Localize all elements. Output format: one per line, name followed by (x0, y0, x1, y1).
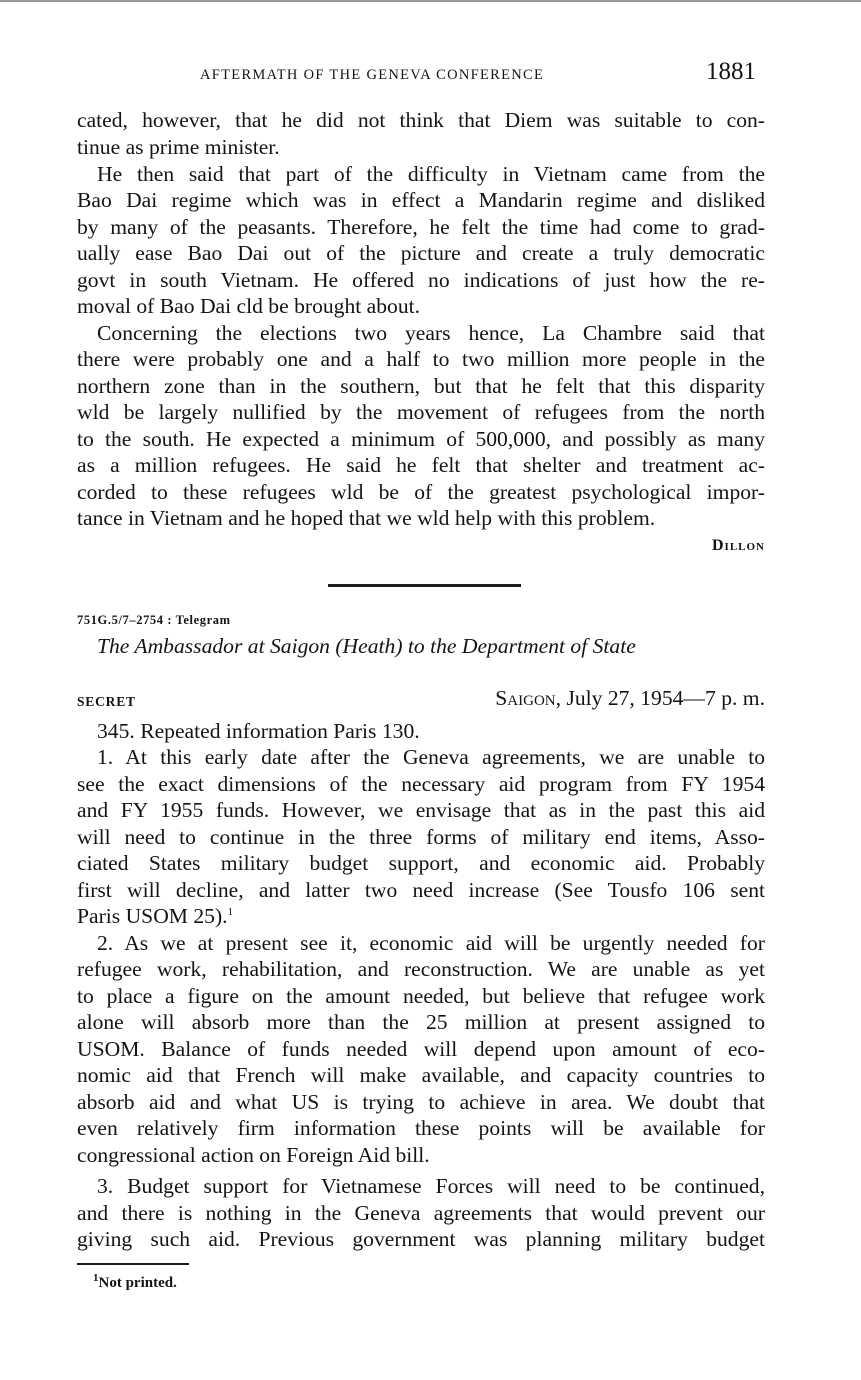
para1-line-5: ciated States military budget support, and economic aid. Probably (77, 851, 765, 875)
document-title: The Ambassador at Saigon (Heath) to the Department of State (97, 634, 636, 658)
para3-line-1: 3. Budget support for Vietnamese Forces will need to be continued, (97, 1174, 765, 1198)
telegram-intro-line: 345. Repeated information Paris 130. (97, 719, 420, 743)
dateline-place: Saigon (495, 686, 556, 710)
running-head (0, 58, 861, 94)
bao-dai-line-1: He then said that part of the difficulty in Vietnam came from the (97, 162, 765, 186)
para2-line-9: congressional action on Foreign Aid bill. (77, 1143, 430, 1167)
elections-line-4: wld be largely nullified by the movement of refugees from the north (77, 400, 765, 424)
para2-line-5: USOM. Balance of funds needed will depend upon amount of eco- (77, 1037, 765, 1061)
bao-dai-line-3: by many of the peasants. Therefore, he felt the time had come to grad- (77, 215, 765, 239)
para2-line-4: alone will absorb more than the 25 million at present assigned to (77, 1010, 765, 1034)
footnote-text: Not printed. (98, 1275, 177, 1291)
para1-line-1: 1. At this early date after the Geneva agreements, we are unable to (97, 745, 765, 769)
para1-last-text: Paris USOM 25). (77, 904, 228, 928)
elections-line-7: corded to these refugees wld be of the greatest psychological impor- (77, 480, 765, 504)
para2-line-2: refugee work, rehabilitation, and reconstruction. We are unable as yet (77, 957, 765, 981)
para1-line-4: will need to continue in the three forms of military end items, Asso- (77, 825, 765, 849)
footnote (93, 1272, 177, 1292)
elections-line-8: tance in Vietnam and he hoped that we wld help with this problem. (77, 506, 656, 530)
para2-line-8: even relatively firm information these points will be available for (77, 1116, 765, 1140)
para2-line-1: 2. As we at present see it, economic aid will be urgently needed for (97, 931, 765, 955)
signature-dillon: Dillon (711, 537, 765, 554)
bao-dai-line-6: moval of Bao Dai cld be brought about. (77, 294, 421, 318)
classification-label: SECRET (77, 694, 136, 709)
continued-line-1: cated, however, that he did not think that Diem was suitable to con- (77, 108, 765, 132)
para3-line-3: giving such aid. Previous government was planning military budget (77, 1227, 765, 1251)
bao-dai-line-2: Bao Dai regime which was in effect a Mandarin regime and disliked (77, 188, 765, 212)
para3-line-2: and there is nothing in the Geneva agreements that would prevent our (77, 1201, 765, 1225)
section-separator (328, 584, 521, 587)
para2-line-7: absorb aid and what US is trying to achieve in area. We doubt that (77, 1090, 765, 1114)
elections-line-5: to the south. He expected a minimum of 500,000, and possibly as many (77, 427, 765, 451)
para1-line-2: see the exact dimensions of the necessary aid program from FY 1954 (77, 772, 765, 796)
para1-line-7 (77, 903, 765, 929)
page-number: 1881 (706, 58, 756, 85)
document-reference: 751G.5/7–2754 : Telegram (77, 613, 231, 627)
bao-dai-line-4: ually ease Bao Dai out of the picture and create a truly democratic (77, 241, 765, 265)
bao-dai-line-5: govt in south Vietnam. He offered no indications of just how the re- (77, 268, 765, 292)
para2-line-6: nomic aid that French will make available, and capacity countries to (77, 1063, 765, 1087)
elections-line-3: northern zone than in the southern, but that he felt that this disparity (77, 374, 765, 398)
para1-line-3: and FY 1955 funds. However, we envisage that as in the past this aid (77, 798, 765, 822)
para1-line-6: first will decline, and latter two need increase (See Tousfo 106 sent (77, 878, 765, 902)
dateline (495, 686, 765, 711)
running-title (200, 66, 544, 84)
elections-line-6: as a million refugees. He said he felt that shelter and treatment ac- (77, 453, 765, 477)
footnote-reference-mark[interactable]: 1 (227, 905, 234, 918)
continued-line-2: tinue as prime minister. (77, 135, 280, 159)
running-title-text: AFTERMATH OF THE GENEVA CONFERENCE (200, 67, 545, 83)
para2-line-3: to place a figure on the amount needed, but believe that refugee work (77, 984, 765, 1008)
elections-line-1: Concerning the elections two years hence, La Chambre said that (97, 321, 765, 345)
dateline-date: , July 27, 1954—7 p. m. (555, 686, 765, 710)
elections-line-2: there were probably one and a half to two million more people in the (77, 347, 765, 371)
top-edge-rule (0, 0, 861, 2)
footnote-rule (77, 1263, 189, 1265)
footnote-mark: 1 (93, 1272, 99, 1284)
